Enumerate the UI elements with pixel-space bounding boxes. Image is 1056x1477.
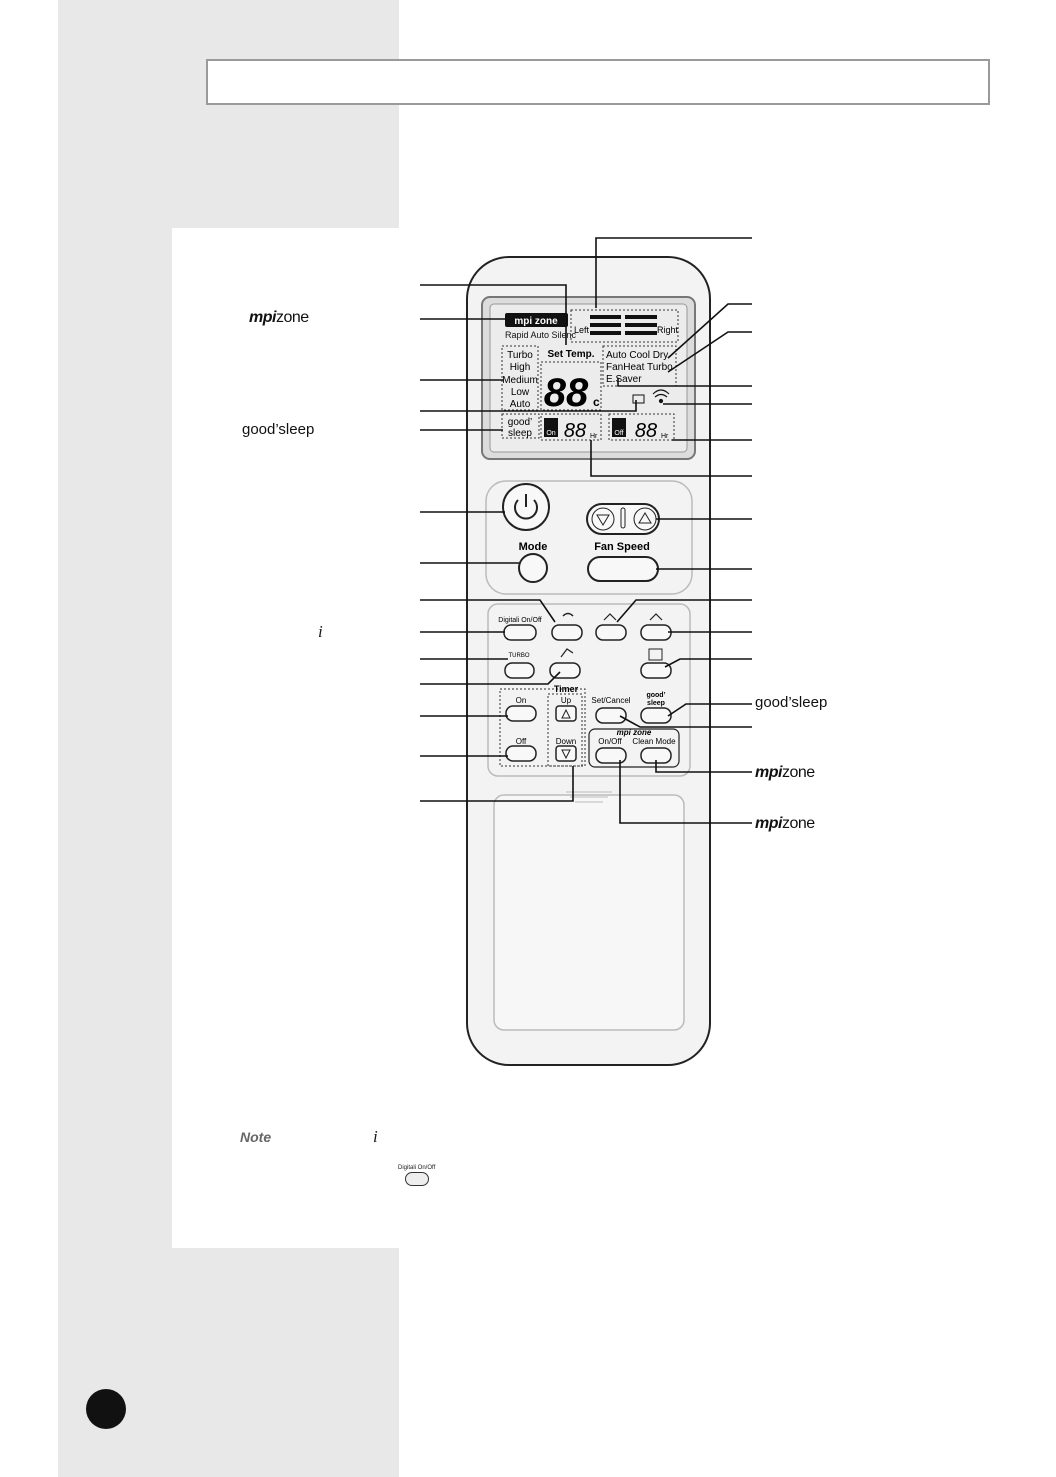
vertical-airflow-button[interactable] bbox=[596, 625, 626, 640]
svg-text:good’: good’ bbox=[646, 692, 666, 699]
digital-onoff-label: Digitali On/Off bbox=[498, 617, 542, 624]
lcd-modes-row2: FanHeat Turbo bbox=[606, 362, 673, 373]
clean-button[interactable] bbox=[641, 663, 671, 678]
svg-text:Down: Down bbox=[555, 737, 577, 746]
lcd-modes-row1: Auto Cool Dry bbox=[606, 350, 669, 361]
svg-text:On: On bbox=[546, 430, 556, 437]
svg-text:On: On bbox=[515, 696, 527, 705]
note-digital-onoff-button bbox=[398, 1165, 435, 1186]
remote-lower-panel bbox=[494, 795, 684, 1030]
lcd-set-temp: Set Temp. bbox=[547, 349, 595, 360]
timer-off-button[interactable] bbox=[506, 746, 536, 761]
svg-text:Medium: Medium bbox=[502, 375, 538, 386]
good-sleep-label-left: good’sleep bbox=[242, 421, 315, 438]
mpizone-label-left: mpizone bbox=[249, 309, 309, 326]
info-i-icon: i bbox=[318, 622, 323, 641]
lcd-rapid-auto-silence: Rapid Auto Silenc bbox=[505, 330, 577, 340]
timer-up-button[interactable] bbox=[556, 706, 576, 721]
svg-text:Low: Low bbox=[510, 387, 530, 398]
lcd-left: Left bbox=[574, 325, 590, 335]
svg-text:Hr: Hr bbox=[661, 433, 669, 440]
fan-speed-button[interactable] bbox=[588, 557, 658, 581]
digital-onoff-button[interactable] bbox=[504, 625, 536, 640]
timer-on-button[interactable] bbox=[506, 706, 536, 721]
svg-text:High: High bbox=[509, 362, 531, 373]
svg-text:Up: Up bbox=[560, 696, 572, 705]
svg-text:Off: Off bbox=[614, 430, 624, 437]
turbo-button[interactable] bbox=[505, 663, 534, 678]
note-button-caption: Digitali On/Off bbox=[398, 1165, 436, 1171]
lcd-e-saver: E.Saver bbox=[606, 374, 642, 385]
mpizone-group-label: mpi zone bbox=[616, 728, 652, 737]
lcd-right: Right bbox=[657, 325, 679, 335]
mpizone-label-right-1: mpizone bbox=[755, 764, 815, 781]
light-button[interactable] bbox=[550, 663, 580, 678]
mode-label: Mode bbox=[518, 541, 548, 553]
lcd-off-timer-digits: 88 bbox=[634, 420, 658, 442]
lcd-good: good’ bbox=[507, 417, 533, 428]
mode-button[interactable] bbox=[519, 554, 547, 582]
page-number-dot bbox=[86, 1389, 126, 1429]
timer-label: Timer bbox=[553, 684, 579, 694]
svg-text:sleep: sleep bbox=[647, 700, 665, 707]
note-button-pill bbox=[405, 1172, 429, 1186]
lcd-on-timer-digits: 88 bbox=[563, 420, 587, 442]
mpizone-onoff-button[interactable] bbox=[596, 748, 626, 763]
lcd-temp-unit: c bbox=[593, 395, 600, 409]
lcd-temp-digits: 88 bbox=[543, 371, 589, 415]
turbo-label: TURBO bbox=[508, 653, 530, 659]
horizontal-airflow-button[interactable] bbox=[641, 625, 671, 640]
note-info-i-icon: i bbox=[373, 1127, 378, 1146]
lcd-mpizone-text: mpi zone bbox=[514, 316, 558, 327]
svg-text:Turbo: Turbo bbox=[507, 350, 533, 361]
good-sleep-button[interactable] bbox=[641, 708, 671, 723]
svg-text:Hr: Hr bbox=[590, 433, 598, 440]
svg-text:Set/Cancel: Set/Cancel bbox=[591, 696, 631, 705]
swing-button[interactable] bbox=[552, 625, 582, 640]
lcd-sleep: sleep bbox=[508, 428, 532, 439]
svg-text:Auto: Auto bbox=[509, 399, 531, 410]
note-label: Note bbox=[240, 1129, 272, 1145]
fan-speed-label: Fan Speed bbox=[594, 541, 650, 553]
mpizone-label-right-2: mpizone bbox=[755, 815, 815, 832]
svg-text:Off: Off bbox=[515, 737, 527, 746]
good-sleep-label-right: good’sleep bbox=[755, 694, 828, 711]
svg-text:On/Off: On/Off bbox=[598, 737, 622, 746]
set-cancel-button[interactable] bbox=[596, 708, 626, 723]
svg-text:Clean Mode: Clean Mode bbox=[632, 737, 676, 746]
